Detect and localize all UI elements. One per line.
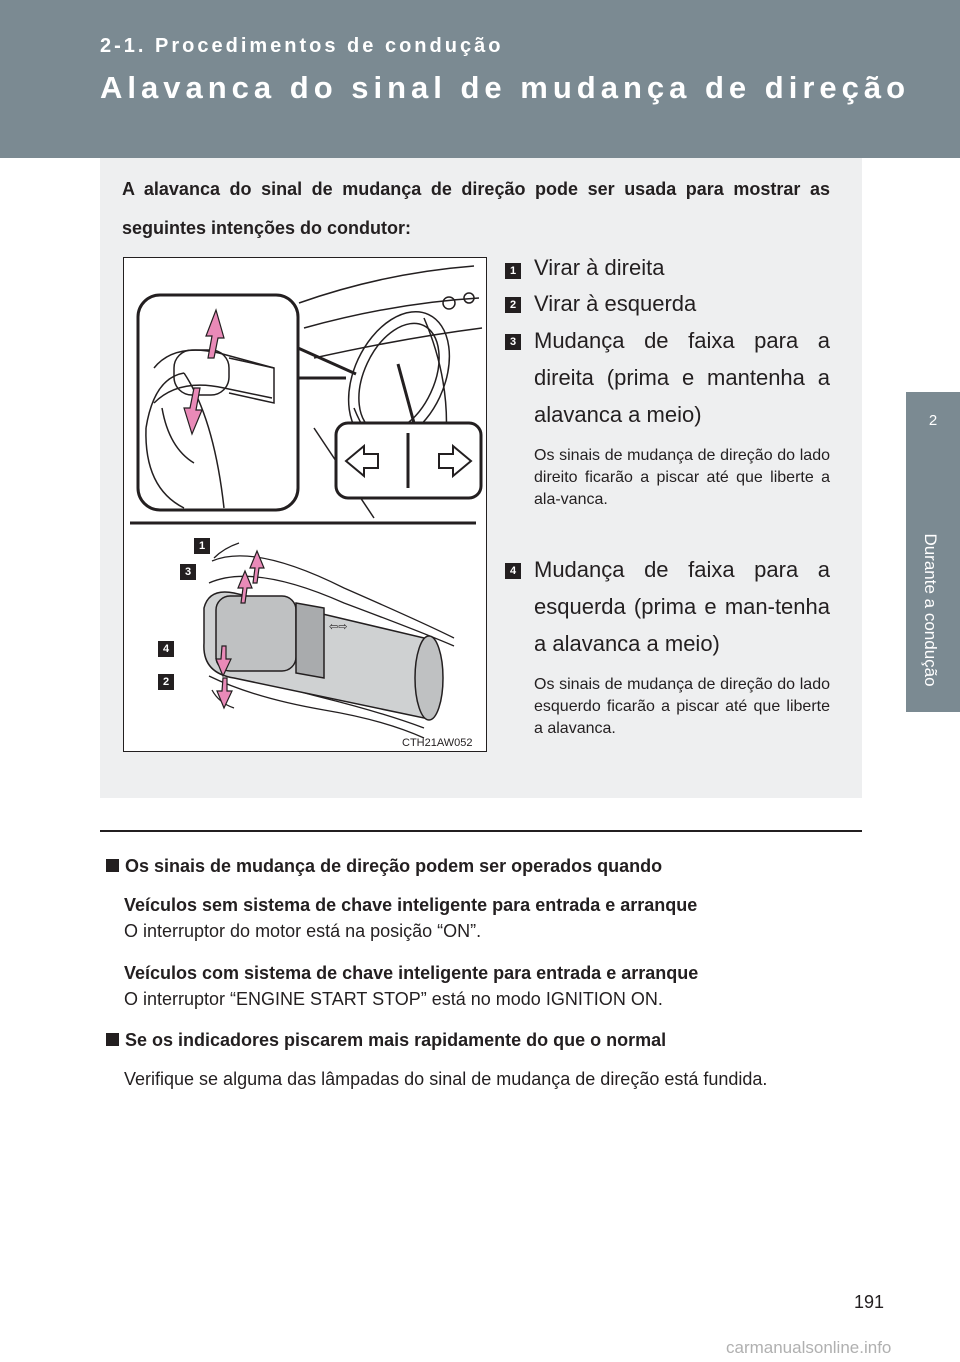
notes-section: [106, 852, 856, 1092]
item-2-badge: 2: [505, 297, 521, 313]
section-label: 2-1. Procedimentos de condução: [100, 35, 504, 57]
list-item: [534, 551, 830, 740]
note-sub-2: Veículos com sistema de chave inteligente para entrada e arranque: [124, 963, 699, 983]
note-text-1: O interruptor do motor está na posição “ON”.: [124, 921, 482, 941]
list-item: [534, 249, 830, 286]
callout-2: 2: [158, 674, 174, 690]
figure-code: CTH21AW052: [402, 737, 473, 749]
note-heading-2-text: Se os indicadores piscarem mais rapidamente do que o normal: [125, 1030, 667, 1050]
note-sub-1: Veículos sem sistema de chave inteligente para entrada e arranque: [124, 895, 698, 915]
page-number: 191: [854, 1292, 885, 1312]
note-text-3: Verifique se alguma das lâmpadas do sinal de mudança de direção está fundida.: [124, 1069, 768, 1089]
callout-3: 3: [180, 564, 196, 580]
item-4-text: Mudança de faixa para a esquerda (prima e man-tenha a alavanca a meio): [534, 557, 830, 656]
note-text-2: O interruptor “ENGINE START STOP” está no modo IGNITION ON.: [124, 989, 663, 1009]
lever-drawing: [124, 258, 486, 751]
note-heading-1-text: Os sinais de mudança de direção podem ser operados quando: [125, 856, 663, 876]
list-item: [534, 322, 830, 511]
square-bullet-icon: [106, 859, 119, 872]
svg-text:⇦⇨: ⇦⇨: [329, 620, 348, 633]
chapter-number: 2: [928, 412, 938, 429]
item-3-text: Mudança de faixa para a direita (prima e mantenha a alavanca a meio): [534, 328, 830, 427]
item-4-note: Os sinais de mudança de direção do lado esquerdo ficarão a piscar até que liberte a alavanca.: [534, 676, 830, 737]
lever-body: [204, 592, 443, 720]
callout-1: 1: [194, 538, 210, 554]
chapter-title: Durante a condução: [921, 533, 940, 687]
section-divider: [100, 830, 862, 832]
callout-4: 4: [158, 641, 174, 657]
page-title: Alavanca do sinal de mudança de direção: [100, 70, 911, 105]
watermark: carmanualsonline.info: [726, 1338, 892, 1357]
item-4-badge: 4: [505, 563, 521, 579]
item-1-badge: 1: [505, 263, 521, 279]
item-3-note: Os sinais de mudança de direção do lado direito ficarão a piscar até que liberte a ala-vanca.: [534, 447, 830, 508]
square-bullet-icon: [106, 1033, 119, 1046]
lever-illustration: [123, 257, 487, 752]
intro-text: A alavanca do sinal de mudança de direção pode ser usada para mostrar as seguintes intenções do condutor:: [122, 179, 830, 238]
note-heading-2: [106, 1026, 856, 1054]
header-band: [0, 0, 960, 158]
item-2-text: Virar à esquerda: [534, 291, 697, 316]
list-item: [534, 285, 830, 322]
note-heading-1: [106, 852, 856, 880]
item-1-text: Virar à direita: [534, 255, 665, 280]
item-3-badge: 3: [505, 334, 521, 350]
